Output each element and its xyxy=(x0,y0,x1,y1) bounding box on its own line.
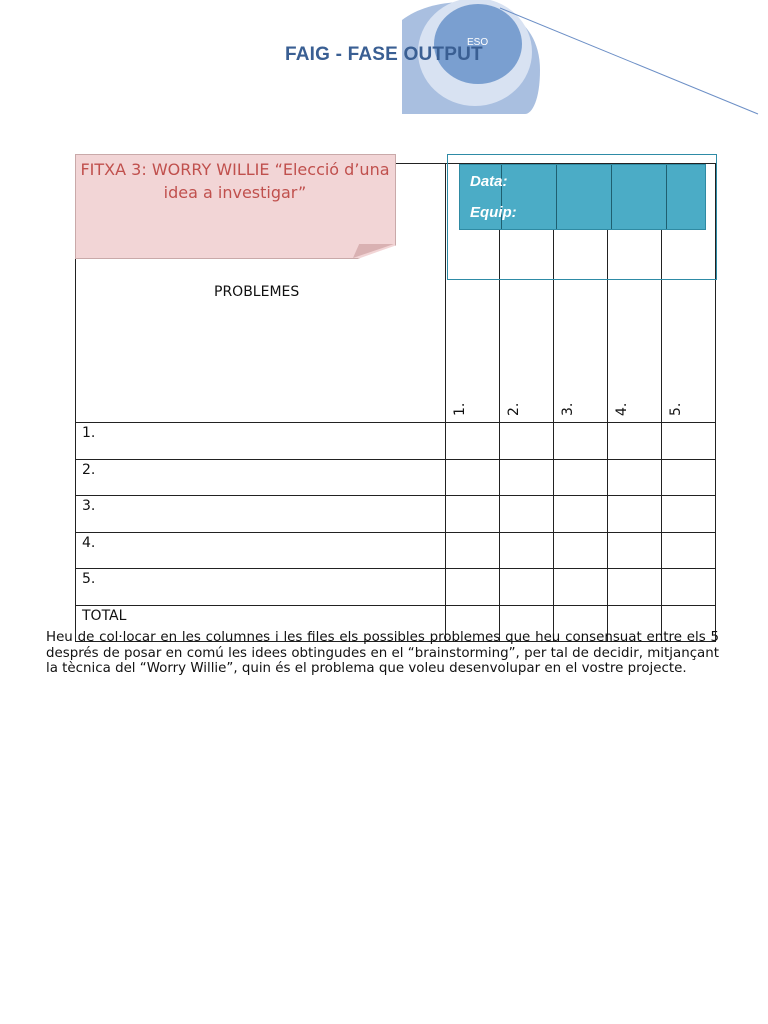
instructions-text: Heu de col·locar en les columnes i les files els possibles problemes que heu consensuat entre els 5 després de posar en comú les idees obtingudes en el “brainstorming”, per tal de decidir, mitjançant la tècnica del “Worry Willie”, quin és el problema que voleu desenvolupar en el vostre projecte. xyxy=(46,630,719,677)
column-number: 1. xyxy=(452,402,468,416)
table-row xyxy=(76,569,716,606)
table-cell[interactable] xyxy=(446,532,500,569)
table-cell[interactable] xyxy=(608,569,662,606)
info-box xyxy=(459,164,706,230)
column-number: 3. xyxy=(560,402,576,416)
row-label: 4. xyxy=(76,532,446,569)
table-cell[interactable] xyxy=(446,423,500,460)
table-cell[interactable] xyxy=(554,532,608,569)
date-label[interactable]: Data: xyxy=(470,173,508,190)
table-cell[interactable] xyxy=(500,532,554,569)
table-cell[interactable] xyxy=(500,496,554,533)
team-label[interactable]: Equip: xyxy=(470,204,517,221)
band-divider xyxy=(666,165,667,229)
row-label: 2. xyxy=(76,459,446,496)
table-cell[interactable] xyxy=(500,569,554,606)
column-number: 4. xyxy=(614,402,630,416)
table-row xyxy=(76,459,716,496)
table-cell[interactable] xyxy=(662,459,716,496)
table-cell[interactable] xyxy=(554,459,608,496)
table-cell[interactable] xyxy=(554,496,608,533)
row-label: 5. xyxy=(76,569,446,606)
table-cell[interactable] xyxy=(662,496,716,533)
table-cell[interactable] xyxy=(446,496,500,533)
column-number: 5. xyxy=(668,402,684,416)
row-label: 3. xyxy=(76,496,446,533)
table-cell[interactable] xyxy=(662,532,716,569)
table-cell[interactable] xyxy=(446,459,500,496)
table-cell[interactable] xyxy=(446,569,500,606)
table-cell[interactable] xyxy=(500,459,554,496)
table-cell[interactable] xyxy=(662,423,716,460)
table-cell[interactable] xyxy=(608,496,662,533)
band-divider xyxy=(556,165,557,229)
table-cell[interactable] xyxy=(554,569,608,606)
table-cell[interactable] xyxy=(608,459,662,496)
problems-header: PROBLEMES xyxy=(214,284,300,300)
total-label: TOTAL xyxy=(76,605,446,642)
table-cell[interactable] xyxy=(662,569,716,606)
table-row xyxy=(76,496,716,533)
logo-label: ESO xyxy=(467,37,489,48)
table-row xyxy=(76,532,716,569)
table-row xyxy=(76,423,716,460)
column-number: 2. xyxy=(506,402,522,416)
page-title: FAIG - FASE OUTPUT xyxy=(285,44,483,65)
worksheet-title: FITXA 3: WORRY WILLIE “Elecció d’una idea a investigar” xyxy=(80,160,390,202)
table-cell[interactable] xyxy=(608,423,662,460)
table-cell[interactable] xyxy=(554,423,608,460)
table-cell[interactable] xyxy=(500,423,554,460)
row-label: 1. xyxy=(76,423,446,460)
band-divider xyxy=(611,165,612,229)
table-cell[interactable] xyxy=(608,532,662,569)
